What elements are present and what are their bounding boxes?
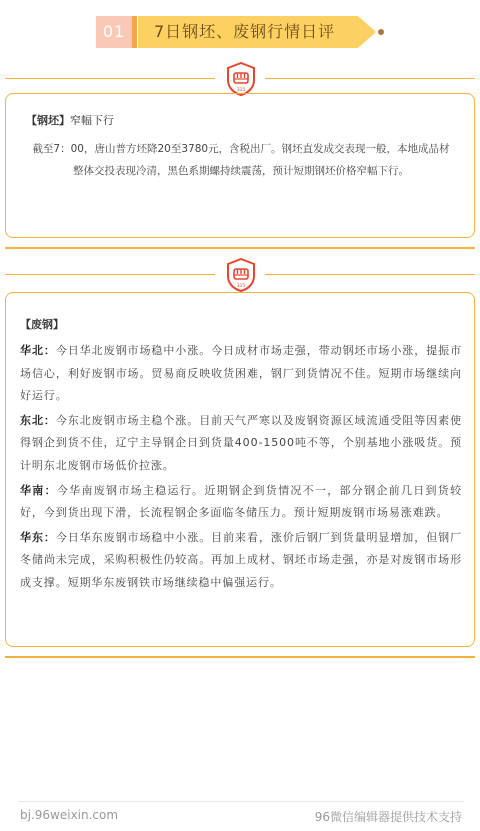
section-rule [5, 656, 475, 658]
section-number: 01 [96, 16, 132, 48]
region-label: 华南： [20, 483, 57, 497]
scrap-section [20, 314, 462, 597]
header-dot [378, 29, 384, 35]
region-paragraph [20, 410, 462, 478]
divider-line [5, 78, 215, 79]
region-paragraph [20, 480, 462, 525]
region-text: 今华南废钢市场主稳运行。近期钢企到货情况不一，部分钢企前几日到货较好，今到货出现下滑，长流程钢企多面临冬储压力。预计短期废钢市场易涨难跌。 [20, 483, 463, 520]
section-rule [5, 247, 475, 249]
region-text: 今日华北废钢市场稳中小涨。今日成材市场走强，带动钢坯市场小涨，提振市场信心，利好废钢市场。贸易商反映收货困难，钢厂到货情况不佳。短期市场继续向好运行。 [20, 344, 462, 403]
billet-body-line: 整体交投表现冷清，黑色系期螺持续震荡，预计短期钢坯价格窄幅下行。 [73, 165, 409, 177]
billet-headline: 窄幅下行 [70, 114, 114, 127]
region-label: 华东： [20, 530, 56, 544]
region-label: 东北： [20, 413, 56, 427]
footer-site-link[interactable]: bj.96weixin.com [20, 808, 119, 822]
billet-body-line: 截至7：00，唐山普方坯降20至3780元，含税出厂。钢坯直发成交表现一般，本地成品材 [32, 143, 450, 155]
scrap-tag: 【废钢】 [20, 318, 64, 331]
svg-text:315: 315 [236, 88, 246, 93]
region-paragraph [20, 527, 462, 595]
billet-heading [26, 112, 114, 128]
divider-line [265, 78, 475, 79]
billet-body [26, 138, 456, 182]
badge-divider [5, 258, 475, 292]
divider-line [265, 274, 475, 275]
region-text: 今日华东废钢市场稳中小涨。目前来看，涨价后钢厂到货量明显增加，但钢厂冬储尚未完成，采购积极性仍较高。再加上成材、钢坯市场走强，亦是对废钢市场形成支撑。短期华东废钢铁市场继续稳中偏强运行。 [20, 530, 462, 589]
divider-line [5, 274, 215, 275]
region-paragraph [20, 340, 462, 408]
section-title: 7日钢坯、废钢行情日评 [138, 16, 358, 48]
fist-badge-icon [224, 258, 258, 292]
region-label: 华北： [20, 344, 56, 357]
badge-divider [5, 62, 475, 96]
section-header [96, 16, 396, 48]
billet-tag: 【钢坯】 [26, 114, 70, 127]
footer-divider [18, 801, 464, 802]
header-arrow-shape [358, 16, 376, 48]
region-text: 今东北废钢市场主稳个涨。目前天气严寒以及废钢资源区域流通受阻等因素使得钢企到货不佳，辽宁主导钢企日到货量400-1500吨不等，个别基地小涨吸货。预计明东北废钢市场低价拉涨。 [20, 413, 462, 472]
svg-text:315: 315 [236, 284, 246, 289]
footer-credit: 96微信编辑器提供技术支持 [314, 810, 462, 824]
header-accent-bar [132, 16, 137, 48]
fist-badge-icon [224, 62, 258, 96]
